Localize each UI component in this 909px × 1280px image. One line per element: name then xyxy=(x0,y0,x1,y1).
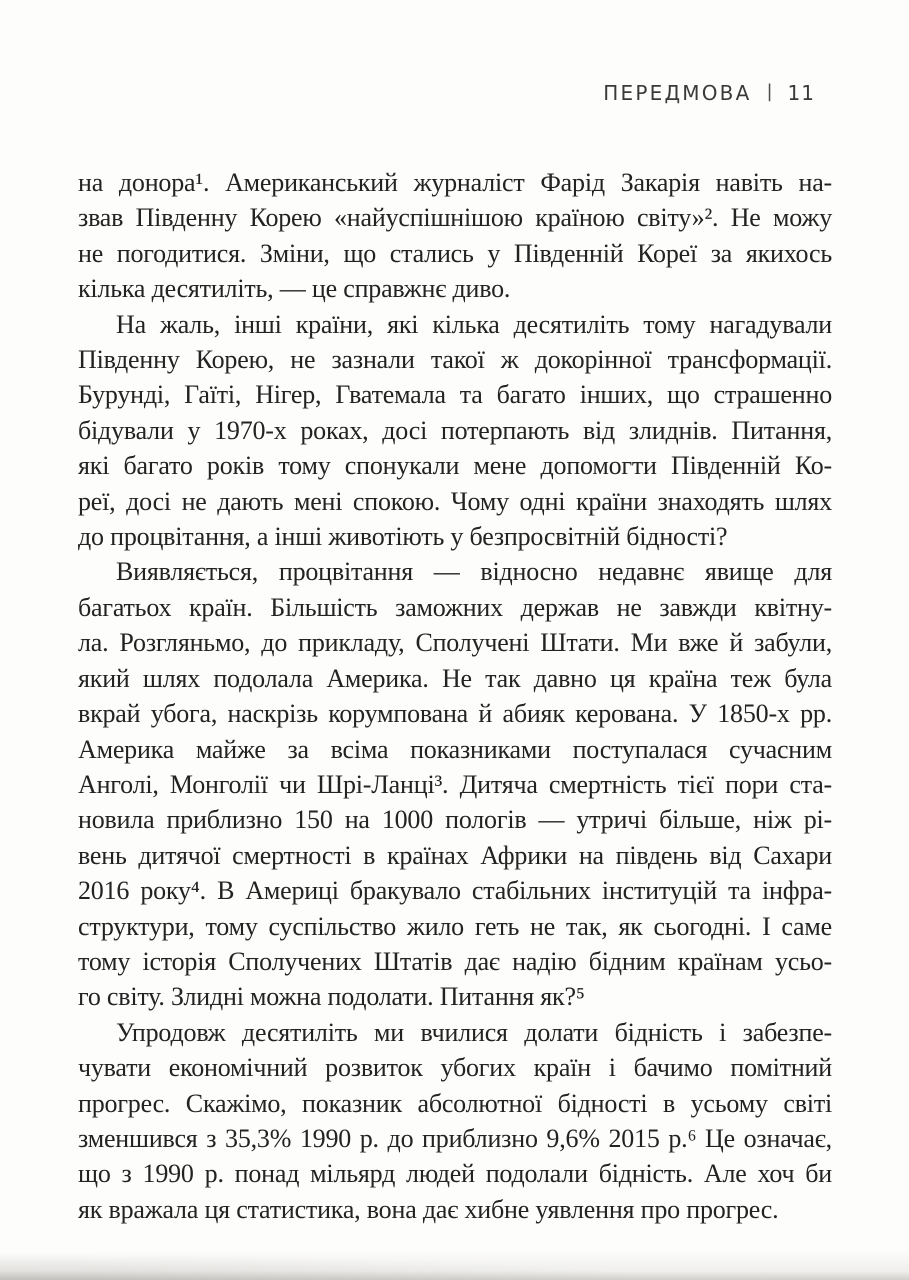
text-line: бідували у 1970-х роках, досі потерпають від злиднів. Питання, xyxy=(78,415,832,445)
text-line: Виявляється, процвітання — відносно недавнє явище для xyxy=(116,557,832,587)
text-line: на донора¹. Американський журналіст Фарід Закарія навіть на- xyxy=(78,168,832,197)
text-line: до процвітання, а інші животіють у безпросвітній бідності? xyxy=(78,522,728,552)
text-line: структури, тому суспільство жило геть не так, як сьогодні. І саме xyxy=(78,911,832,941)
text-line: Анголі, Монголії чи Шрі-Ланці³. Дитяча смертність тієї пори ста- xyxy=(78,769,832,799)
text-line: тому історія Сполучених Штатів дає надію бідним країнам усьо- xyxy=(78,946,832,976)
page-number: 11 xyxy=(787,81,815,105)
text-line: що з 1990 р. понад мільярд людей подолали бідність. Але хоч би xyxy=(78,1159,832,1189)
text-line: вкрай убога, наскрізь корумпована й абияк керована. У 1850-х рр. xyxy=(78,699,832,729)
text-line: чувати економічний розвиток убогих країн і бачимо помітний xyxy=(78,1053,832,1083)
chapter-title: ПЕРЕДМОВА xyxy=(603,81,752,105)
text-line: зменшився з 35,3% 1990 р. до приблизно 9,6% 2015 р.⁶ Це означає, xyxy=(78,1123,832,1153)
page-body xyxy=(78,165,832,1227)
text-line: го світу. Злидні можна подолати. Питання як?⁵ xyxy=(78,982,585,1012)
text-line: звав Південну Корею «найуспішнішою країною світу»². Не можу xyxy=(78,203,832,233)
text-line: вень дитячої смертності в країнах Африки на південь від Сахари xyxy=(78,840,832,870)
text-line: реї, досі не дають мені спокою. Чому одні країни знаходять шлях xyxy=(78,486,832,516)
page-header xyxy=(603,83,815,103)
text-line: кілька десятиліть, — це справжнє диво. xyxy=(78,274,511,304)
paragraph xyxy=(78,307,832,555)
paragraph xyxy=(78,165,832,307)
text-line: На жаль, інші країни, які кілька десятиліть тому нагадували xyxy=(116,309,832,339)
text-line: Південну Корею, не зазнали такої ж докорінної трансформації. xyxy=(78,345,832,375)
text-line: не погодитися. Зміни, що стались у Південній Кореї за якихось xyxy=(78,238,832,268)
text-line: прогрес. Скажімо, показник абсолютної бідності в усьому світі xyxy=(78,1088,832,1118)
text-line: ла. Розгляньмо, до прикладу, Сполучені Штати. Ми вже й забули, xyxy=(78,628,832,658)
paragraph xyxy=(78,554,832,1014)
header-separator: | xyxy=(766,81,773,102)
text-line: Упродовж десятиліть ми вчилися долати бідність і забезпе- xyxy=(116,1017,832,1047)
text-line: багатьох країн. Більшість заможних держав не завжди квітну- xyxy=(78,592,832,622)
text-line: новила приблизно 150 на 1000 пологів — утричі більше, ніж рі- xyxy=(78,805,832,835)
text-line: які багато років тому спонукали мене допомогти Південній Ко- xyxy=(78,451,832,481)
text-line: який шлях подолала Америка. Не так давно ця країна теж була xyxy=(78,663,832,693)
text-line: Америка майже за всіма показниками поступалася сучасним xyxy=(78,734,832,764)
page-bottom-shadow xyxy=(0,1250,909,1280)
text-line: як вражала ця статистика, вона дає хибне уявлення про прогрес. xyxy=(78,1194,779,1224)
paragraph xyxy=(78,1015,832,1227)
text-line: Бурунді, Гаїті, Нігер, Гватемала та багато інших, що страшенно xyxy=(78,380,832,410)
text-line: 2016 року⁴. В Америці бракувало стабільних інституцій та інфра- xyxy=(78,876,832,906)
